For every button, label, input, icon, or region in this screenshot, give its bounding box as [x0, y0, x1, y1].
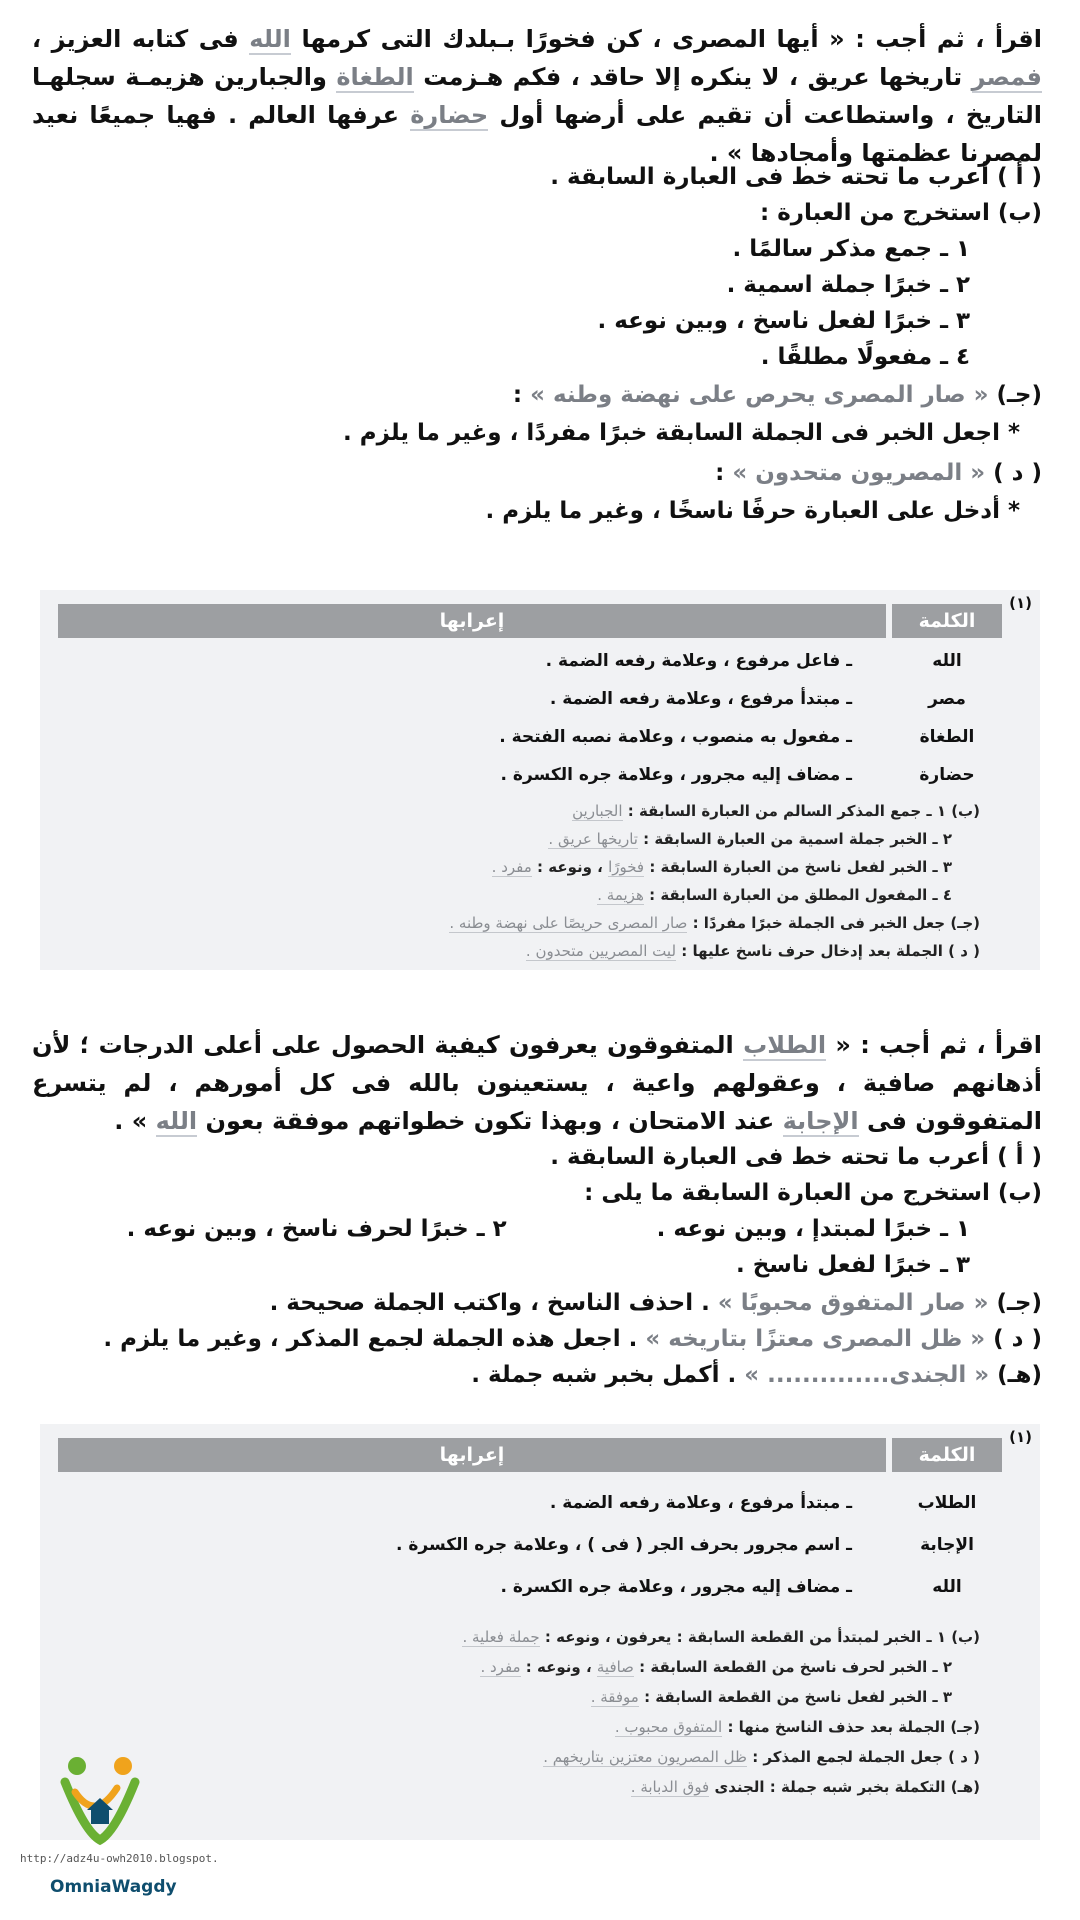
column-word: الكلمة: [892, 1438, 1002, 1472]
answer-d: ( د ) جعل الجملة لجمع المذكر : ظل المصريون معتزين بتاريخهم .: [543, 1748, 980, 1766]
table-row: الإجابة ـ اسم مجرور بحرف الجر ( فى ) ، وعلامة جره الكسرة .: [396, 1535, 974, 1555]
underlined-word: الطلاب: [743, 1031, 827, 1059]
question-b1-2: ١ ـ خبرًا لمبتدإ ، وبين نوعه .٢ ـ خبرًا لحرف ناسخ ، وبين نوعه .: [126, 1216, 970, 1242]
answer-c: (جـ) جعل الخبر فى الجملة خبرًا مفردًا : صار المصرى حريصًا على نهضة وطنه .: [449, 914, 980, 932]
underlined-word: الله: [249, 25, 291, 53]
column-parse: إعرابها: [58, 1438, 886, 1472]
table-row: الله ـ فاعل مرفوع ، وعلامة رفعه الضمة .: [545, 651, 962, 671]
question-a-1: ( أ ) أعرب ما تحته خط فى العبارة السابقة .: [550, 164, 1042, 190]
answer-b1: (ب) ١ ـ الخبر لمبتدأ من القطعة السابقة : يعرفون ، ونوعه : جملة فعلية .: [462, 1628, 980, 1646]
question-b-2: (ب) استخرج من العبارة السابقة ما يلى :: [584, 1180, 1042, 1206]
answer-b2: ٢ ـ الخبر جملة اسمية من العبارة السابقة : تاريخها عريق .: [548, 830, 952, 848]
question-d-task-1: * أدخل على العبارة حرفًا ناسخًا ، وغير ما يلزم .: [485, 498, 1020, 524]
logo-name: OmniaWagdy: [50, 1877, 177, 1897]
answer-c: (جـ) الجملة بعد حذف الناسخ منها : المتفوق محبوب .: [614, 1718, 980, 1736]
logo-url: http://adz4u-owh2010.blogspot.: [20, 1852, 219, 1865]
underlined-word: الإجابة: [782, 1107, 859, 1135]
question-d-1: ( د ) « المصريون متحدون » :: [715, 460, 1042, 486]
omniawagdy-logo-icon: [55, 1752, 145, 1852]
answer-b3: ٣ ـ الخبر لفعل ناسخ من العبارة السابقة : فخورًا ، ونوعه : مفرد .: [491, 858, 952, 876]
underlined-word: حضارة: [410, 101, 489, 129]
table-row: حضارة ـ مضاف إليه مجرور ، وعلامة جره الكسرة .: [500, 765, 975, 785]
answer-table-header: [58, 1438, 1002, 1472]
question-b3-2: ٣ ـ خبرًا لفعل ناسخ .: [735, 1252, 970, 1278]
question-b3-1: ٣ ـ خبرًا لفعل ناسخ ، وبين نوعه .: [597, 308, 970, 334]
table-row: الطغاة ـ مفعول به منصوب ، وعلامة نصبه الفتحة .: [499, 727, 975, 747]
question-c-1: (جـ) « صار المصرى يحرص على نهضة وطنه » :: [512, 382, 1042, 408]
question-b-1: (ب) استخرج من العبارة :: [760, 200, 1042, 226]
table-row: الله ـ مضاف إليه مجرور ، وعلامة جره الكسرة .: [500, 1577, 962, 1597]
answer-b1: (ب) ١ ـ جمع المذكر السالم من العبارة السابقة : الجبارين: [572, 802, 980, 820]
question-b1-1: ١ ـ جمع مذكر سالمًا .: [732, 236, 970, 262]
underlined-word: الله: [155, 1107, 198, 1135]
underlined-word: الطغاة: [336, 63, 414, 91]
question-e-2: (هـ) « الجندى.............. » . أكمل بخبر شبه جملة .: [471, 1362, 1042, 1388]
column-word: الكلمة: [892, 604, 1002, 638]
question-b4-1: ٤ ـ مفعولًا مطلقًا .: [760, 344, 970, 370]
answer-box-2: [40, 1424, 1040, 1840]
question-c-2: (جـ) « صار المتفوق محبوبًا » . احذف الناسخ ، واكتب الجملة صحيحة .: [269, 1290, 1042, 1316]
answer-number: (١): [1009, 594, 1032, 612]
answer-d: ( د ) الجملة بعد إدخال حرف ناسخ عليها : ليت المصريين متحدون .: [525, 942, 980, 960]
table-row: مصر ـ مبتدأ مرفوع ، وعلامة رفعه الضمة .: [549, 689, 966, 709]
answer-b2: ٢ ـ الخبر لحرف ناسخ من القطعة السابقة : صافية ، ونوعه : مفرد .: [480, 1658, 952, 1676]
underlined-word: فمصر: [971, 63, 1042, 91]
answer-e: (هـ) التكملة بخبر شبه جملة : الجندى فوق الدبابة .: [630, 1778, 980, 1796]
question-c-task-1: * اجعل الخبر فى الجملة السابقة خبرًا مفردًا ، وغير ما يلزم .: [343, 420, 1020, 446]
question-d-2: ( د ) « ظل المصرى معتزًا بتاريخه » . اجعل هذه الجملة لجمع المذكر ، وغير ما يلزم .: [103, 1326, 1042, 1352]
answer-b3: ٣ ـ الخبر لفعل ناسخ من القطعة السابقة : موفقة .: [590, 1688, 952, 1706]
passage-1: اقرأ ، ثم أجب : « أيها المصرى ، كن فخورًا بـبلدك التى كرمها الله فى كتابه العزيز ، فمصر تاريخها عريق ، لا ينكره إلا حاقد ، فكم هـزمت الطغاة والجبارين هزيمـة سجلهـا التاريخ ، واستطاعت أن تقيم على أرضها أول حضارة عرفها العالم . فهيا جميعًا نعيد لمصرنا عظمتها وأمجادها » .: [32, 25, 1042, 167]
column-parse: إعرابها: [58, 604, 886, 638]
answer-b4: ٤ ـ المفعول المطلق من العبارة السابقة : هزيمة .: [597, 886, 952, 904]
answer-box-1: [40, 590, 1040, 970]
question-b2-1: ٢ ـ خبرًا جملة اسمية .: [726, 272, 970, 298]
table-row: الطلاب ـ مبتدأ مرفوع ، وعلامة رفعه الضمة .: [549, 1493, 977, 1513]
passage-2: اقرأ ، ثم أجب : « الطلاب المتفوقون يعرفون كيفية الحصول على أعلى الدرجات ؛ لأن أذهانهم صافية ، وعقولهم واعية ، يستعينون بالله فى كل أمورهم ، لم يتسرع المتفوقون فى الإجابة عند الامتحان ، وبهذا تكون خطواتهم موفقة بعون الله » .: [32, 1031, 1043, 1135]
question-a-2: ( أ ) أعرب ما تحته خط فى العبارة السابقة .: [550, 1144, 1042, 1170]
answer-table-header: [58, 604, 1002, 638]
answer-number: (١): [1009, 1428, 1032, 1446]
